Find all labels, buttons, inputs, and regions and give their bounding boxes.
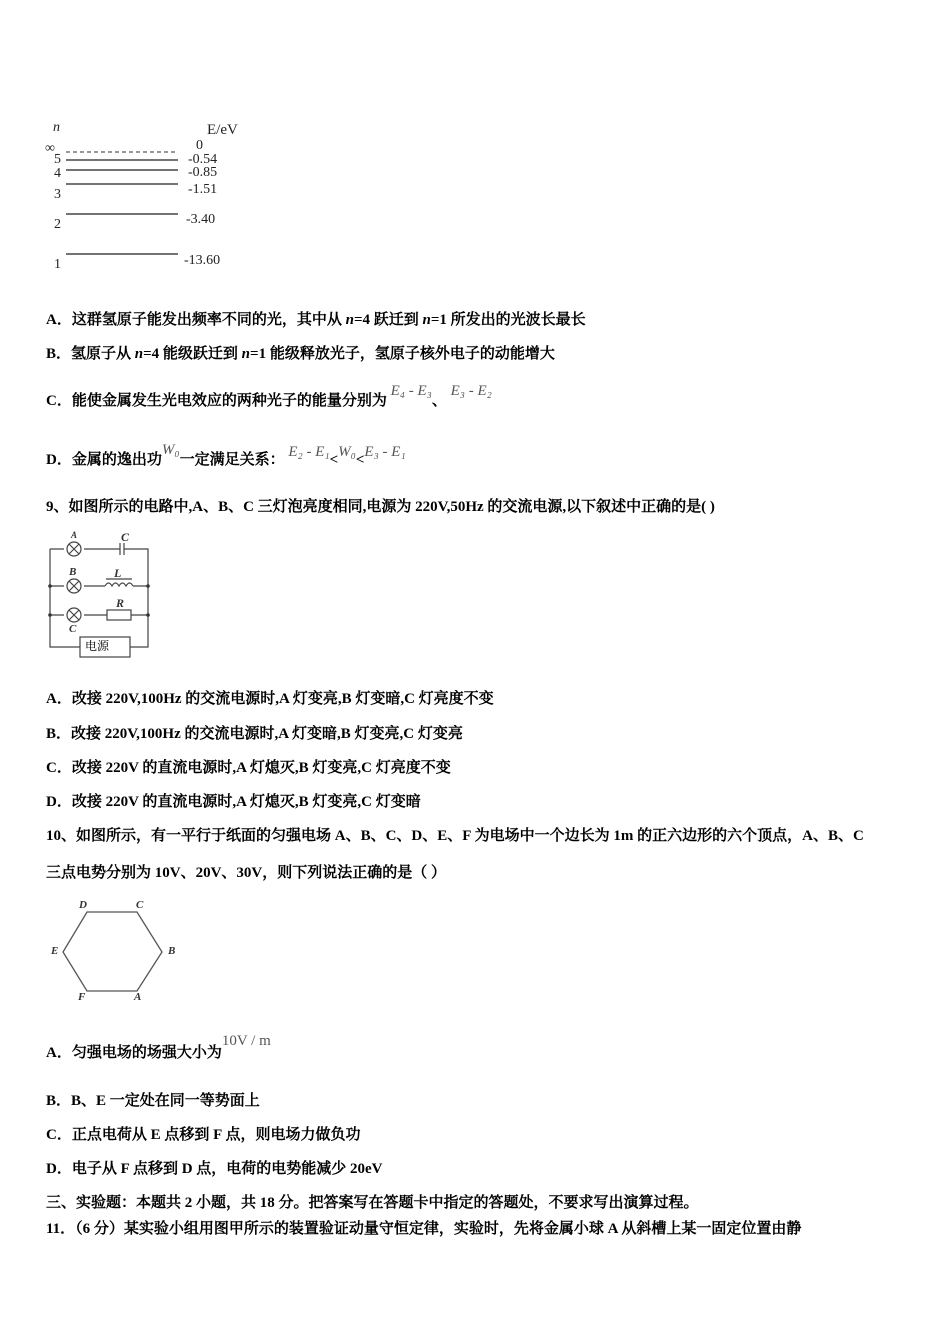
q10-option-d: D．电子从 F 点移到 D 点，电荷的电势能减少 20eV <box>46 1161 383 1177</box>
text: =4 能级跃迁到 <box>143 346 242 362</box>
level-n: 5 <box>54 152 61 167</box>
var-n: n <box>345 312 354 328</box>
formula: W₀ <box>338 444 356 460</box>
level-energy: -0.85 <box>188 165 218 180</box>
vertex-a-label: A <box>134 991 142 1003</box>
energy-axis-label: E/eV <box>207 122 238 138</box>
q8-option-b <box>46 344 555 364</box>
level-n: 2 <box>54 217 61 232</box>
level-n: 4 <box>54 166 61 181</box>
vertex-f-label: F <box>78 991 86 1003</box>
q10-stem-line2: 三点电势分别为 10V、20V、30V，则下列说法正确的是（ ） <box>46 865 446 881</box>
q9-option-d: D．改接 220V 的直流电源时,A 灯熄灭,B 灯变亮,C 灯变暗 <box>46 794 421 810</box>
inductor-label: L <box>114 566 122 580</box>
n-axis-label: n <box>53 120 60 135</box>
level-energy: -1.51 <box>188 182 218 197</box>
formula: E₃ - E₂ <box>450 383 492 399</box>
text: D．金属的逸出功 <box>46 452 162 468</box>
lamp-a-label: A <box>71 530 78 540</box>
q11-stem: 11．（6 分）某实验小组用图甲所示的装置验证动量守恒定律，实验时，先将金属小球 A 从斜槽上某一固定位置由静 <box>46 1221 802 1237</box>
text: =1 所发出的光波长最长 <box>430 312 586 328</box>
capacitor-label: C <box>121 530 130 544</box>
vertex-c-label: C <box>136 899 144 911</box>
text: 一定满足关系： <box>179 452 285 468</box>
level-energy: -0.54 <box>188 152 218 167</box>
resistor-label: R <box>116 596 125 610</box>
level-n: 1 <box>54 257 61 272</box>
q8-option-d <box>46 442 406 470</box>
text: < <box>355 452 365 468</box>
vertex-e-label: E <box>51 945 59 957</box>
level-energy: 0 <box>196 138 203 153</box>
formula: E₄ - E₃ <box>390 383 432 399</box>
q10-option-a <box>46 1033 271 1063</box>
formula: W₀ <box>161 442 180 458</box>
formula: 10V / m <box>221 1033 271 1049</box>
q8-option-a <box>46 310 586 330</box>
text: < <box>329 452 339 468</box>
q9-option-b: B．改接 220V,100Hz 的交流电源时,A 灯变暗,B 灯变亮,C 灯变亮 <box>46 726 463 742</box>
q9-stem: 9、如图所示的电路中,A、B、C 三灯泡亮度相同,电源为 220V,50Hz 的交流电源,以下叙述中正确的是( ) <box>46 499 715 515</box>
text: A．匀强电场的场强大小为 <box>46 1045 222 1061</box>
text: =4 跃迁到 <box>353 312 423 328</box>
lamp-b-label: B <box>69 566 77 578</box>
q10-option-b: B．B、E 一定处在同一等势面上 <box>46 1093 260 1109</box>
q10-option-c: C．正点电荷从 E 点移到 F 点，则电场力做负功 <box>46 1127 361 1143</box>
q9-option-a: A．改接 220V,100Hz 的交流电源时,A 灯变亮,B 灯变暗,C 灯亮度不变 <box>46 691 494 707</box>
power-source-label: 电源 <box>85 639 110 653</box>
formula: E₂ - E₁ <box>288 444 330 460</box>
vertex-b-label: B <box>168 945 176 957</box>
text: A．这群氢原子能发出频率不同的光，其中从 <box>46 312 346 328</box>
formula: E₃ - E₁ <box>364 444 406 460</box>
level-energy: -3.40 <box>186 212 216 227</box>
vertex-d-label: D <box>79 899 87 911</box>
text: 、 <box>431 393 447 409</box>
var-n: n <box>422 312 431 328</box>
section-3-heading: 三、实验题：本题共 2 小题，共 18 分。把答案写在答题卡中指定的答题处，不要求写出演算过程。 <box>46 1195 699 1211</box>
text: B．氢原子从 <box>46 346 135 362</box>
q10-stem-line1: 10、如图所示，有一平行于纸面的匀强电场 A、B、C、D、E、F 为电场中一个边长为 1m 的正六边形的六个顶点，A、B、C <box>46 828 864 844</box>
text: =1 能级释放光子，氢原子核外电子的动能增大 <box>250 346 555 362</box>
level-n: 3 <box>54 187 61 202</box>
var-n: n <box>241 346 251 362</box>
lamp-c-label: C <box>69 623 77 635</box>
q8-option-c <box>46 383 492 411</box>
level-energy: -13.60 <box>184 253 221 268</box>
var-n: n <box>134 346 144 362</box>
text: C．能使金属发生光电效应的两种光子的能量分别为 <box>46 393 387 409</box>
q9-option-c: C．改接 220V 的直流电源时,A 灯熄灭,B 灯变亮,C 灯亮度不变 <box>46 760 451 776</box>
level-n: ∞ <box>45 141 55 156</box>
